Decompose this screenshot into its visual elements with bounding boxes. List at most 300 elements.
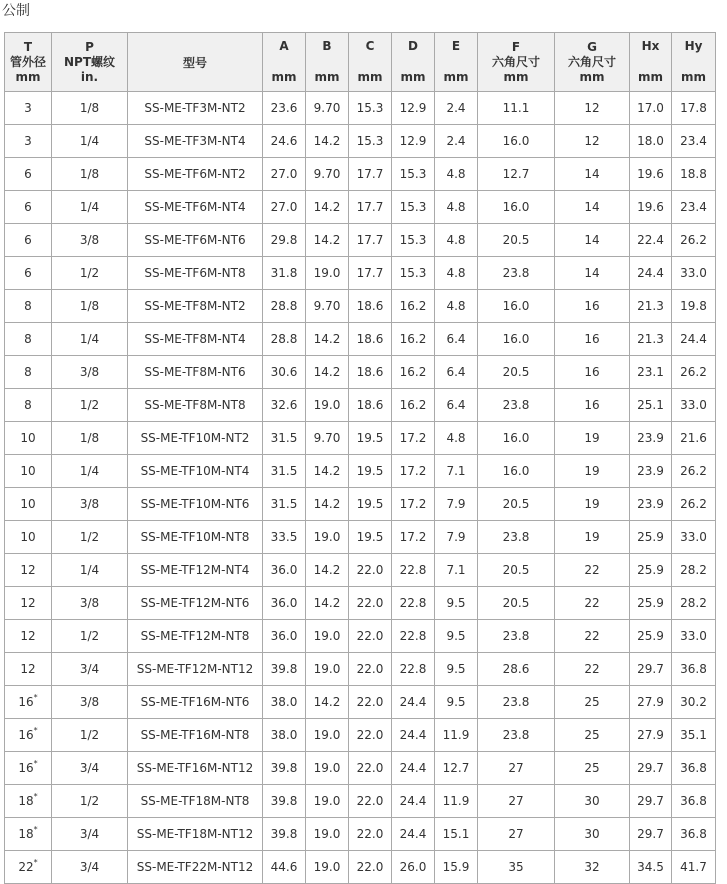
cell-t-value: 6 [24, 167, 32, 181]
cell-d [392, 620, 435, 653]
cell-b-value: 14.2 [313, 563, 341, 577]
cell-hx [630, 686, 672, 719]
cell-hx-value: 25.1 [637, 398, 664, 412]
cell-hy [672, 191, 716, 224]
cell-a-value: 31.5 [270, 497, 298, 511]
cell-p [52, 257, 128, 290]
cell-a-value: 28.8 [270, 332, 298, 346]
cell-model [128, 719, 263, 752]
cell-e-value: 11.9 [442, 794, 470, 808]
cell-e-value: 11.9 [442, 728, 470, 742]
dimensions-table [4, 32, 716, 884]
cell-hy-value: 24.4 [680, 332, 707, 346]
table-row [5, 92, 716, 125]
cell-a [263, 191, 306, 224]
cell-t-value: 6 [24, 233, 32, 247]
cell-d-value: 15.3 [399, 233, 427, 247]
cell-b [306, 653, 349, 686]
cell-b-value: 14.2 [313, 332, 341, 346]
cell-t [5, 323, 52, 356]
cell-model-value: SS-ME-TF22M-NT12 [136, 860, 254, 874]
cell-e-value: 6.4 [446, 365, 466, 379]
cell-model [128, 818, 263, 851]
cell-a [263, 257, 306, 290]
cell-hx-value: 21.3 [637, 299, 664, 313]
cell-g [555, 290, 630, 323]
cell-g [555, 323, 630, 356]
cell-hy [672, 92, 716, 125]
cell-f-value: 23.8 [502, 530, 530, 544]
cell-t-value: 10 [20, 497, 36, 511]
cell-b-value: 14.2 [313, 134, 341, 148]
cell-f-value: 27 [508, 761, 524, 775]
cell-hy-value: 35.1 [680, 728, 707, 742]
cell-p-value: 1/8 [79, 101, 100, 115]
cell-t-value: 18 [18, 794, 34, 808]
cell-hx-value: 25.9 [637, 563, 664, 577]
cell-hy-value: 30.2 [680, 695, 707, 709]
footnote-asterisk: * [33, 759, 38, 768]
cell-d-value: 12.9 [399, 134, 427, 148]
cell-hy-value: 18.8 [680, 167, 707, 181]
cell-a-value: 30.6 [270, 365, 298, 379]
cell-g-value: 22 [584, 596, 600, 610]
cell-g-value: 19 [584, 497, 600, 511]
cell-f [478, 620, 555, 653]
cell-f-value: 28.6 [502, 662, 530, 676]
cell-d [392, 752, 435, 785]
cell-hx [630, 719, 672, 752]
table-caption: 公制 [2, 3, 30, 19]
cell-p-value: 3/8 [79, 695, 100, 709]
cell-hx-value: 24.4 [637, 266, 664, 280]
cell-b-value: 14.2 [313, 596, 341, 610]
cell-c [349, 257, 392, 290]
cell-g-value: 16 [584, 398, 600, 412]
cell-e-value: 2.4 [446, 101, 466, 115]
cell-d-value: 22.8 [399, 662, 427, 676]
cell-b-value: 19.0 [313, 398, 341, 412]
cell-e-value: 2.4 [446, 134, 466, 148]
cell-c-value: 19.5 [356, 464, 384, 478]
cell-f-value: 16.0 [502, 332, 530, 346]
cell-c [349, 323, 392, 356]
table-row [5, 554, 716, 587]
cell-g-value: 19 [584, 530, 600, 544]
cell-t [5, 455, 52, 488]
cell-hy-value: 28.2 [680, 596, 707, 610]
cell-p-value: 3/8 [79, 365, 100, 379]
cell-f [478, 290, 555, 323]
cell-t-value: 3 [24, 101, 32, 115]
cell-d [392, 455, 435, 488]
cell-t-value: 10 [20, 530, 36, 544]
cell-hx [630, 422, 672, 455]
cell-hy-value: 33.0 [680, 266, 707, 280]
cell-a-value: 32.6 [270, 398, 298, 412]
cell-b [306, 257, 349, 290]
cell-b-value: 19.0 [313, 530, 341, 544]
cell-f-value: 16.0 [502, 299, 530, 313]
cell-g [555, 752, 630, 785]
cell-g-value: 25 [584, 695, 600, 709]
cell-a [263, 389, 306, 422]
cell-b [306, 158, 349, 191]
cell-b [306, 224, 349, 257]
cell-d [392, 290, 435, 323]
cell-model [128, 587, 263, 620]
cell-e-value: 9.5 [446, 596, 466, 610]
cell-hx [630, 785, 672, 818]
cell-e [435, 389, 478, 422]
cell-hy [672, 224, 716, 257]
cell-b-value: 14.2 [313, 365, 341, 379]
cell-t-value: 12 [20, 563, 36, 577]
cell-c-value: 19.5 [356, 497, 384, 511]
cell-t [5, 290, 52, 323]
cell-g [555, 488, 630, 521]
cell-a-value: 36.0 [270, 629, 298, 643]
cell-d-value: 17.2 [399, 464, 427, 478]
footnote-asterisk: * [33, 792, 38, 801]
cell-t-value: 8 [24, 398, 32, 412]
cell-c [349, 554, 392, 587]
cell-hx [630, 488, 672, 521]
cell-t-value: 10 [20, 431, 36, 445]
cell-b-value: 19.0 [313, 761, 341, 775]
cell-p-value: 3/8 [79, 497, 100, 511]
cell-e-value: 4.8 [446, 233, 466, 247]
cell-e [435, 356, 478, 389]
cell-model-value: SS-ME-TF6M-NT2 [144, 167, 246, 181]
cell-t [5, 389, 52, 422]
cell-g-value: 14 [584, 266, 600, 280]
cell-model-value: SS-ME-TF6M-NT4 [144, 200, 246, 214]
cell-f-value: 20.5 [502, 563, 530, 577]
cell-f-value: 23.8 [502, 398, 530, 412]
cell-hx [630, 257, 672, 290]
cell-f [478, 785, 555, 818]
cell-hy-value: 26.2 [680, 233, 707, 247]
cell-d [392, 587, 435, 620]
cell-c [349, 653, 392, 686]
cell-e [435, 323, 478, 356]
cell-e [435, 455, 478, 488]
cell-b-value: 19.0 [313, 827, 341, 841]
cell-b [306, 521, 349, 554]
cell-model [128, 521, 263, 554]
cell-f-value: 20.5 [502, 233, 530, 247]
table-row [5, 455, 716, 488]
cell-a [263, 224, 306, 257]
header-c: C mm [349, 33, 392, 92]
cell-hy-value: 36.8 [680, 662, 707, 676]
cell-hx [630, 521, 672, 554]
cell-p [52, 653, 128, 686]
cell-d [392, 488, 435, 521]
cell-b-value: 9.70 [313, 101, 341, 115]
cell-b [306, 488, 349, 521]
cell-p-value: 1/2 [79, 794, 100, 808]
cell-f [478, 323, 555, 356]
cell-model [128, 92, 263, 125]
cell-a-value: 28.8 [270, 299, 298, 313]
cell-c-value: 22.0 [356, 563, 384, 577]
cell-model [128, 389, 263, 422]
cell-model [128, 653, 263, 686]
cell-f-value: 20.5 [502, 497, 530, 511]
cell-e-value: 7.1 [446, 464, 466, 478]
cell-e [435, 92, 478, 125]
cell-a [263, 356, 306, 389]
cell-e-value: 9.5 [446, 629, 466, 643]
cell-e [435, 422, 478, 455]
cell-t [5, 785, 52, 818]
cell-c [349, 851, 392, 884]
cell-hx [630, 389, 672, 422]
cell-b [306, 686, 349, 719]
cell-f [478, 719, 555, 752]
cell-d-value: 24.4 [399, 827, 427, 841]
cell-a [263, 521, 306, 554]
cell-d-value: 16.2 [399, 332, 427, 346]
cell-hy-value: 36.8 [680, 794, 707, 808]
table-row [5, 323, 716, 356]
cell-b [306, 818, 349, 851]
cell-f-value: 23.8 [502, 695, 530, 709]
cell-hy [672, 785, 716, 818]
cell-hy-value: 28.2 [680, 563, 707, 577]
cell-b [306, 323, 349, 356]
cell-a [263, 587, 306, 620]
cell-model-value: SS-ME-TF12M-NT6 [140, 596, 250, 610]
cell-hy [672, 554, 716, 587]
cell-d-value: 24.4 [399, 728, 427, 742]
cell-c [349, 455, 392, 488]
cell-b [306, 125, 349, 158]
cell-c [349, 686, 392, 719]
cell-c [349, 92, 392, 125]
cell-model-value: SS-ME-TF6M-NT6 [144, 233, 246, 247]
cell-b [306, 92, 349, 125]
cell-c-value: 22.0 [356, 728, 384, 742]
cell-c [349, 389, 392, 422]
cell-e [435, 686, 478, 719]
cell-hx-value: 29.7 [637, 794, 664, 808]
cell-a-value: 39.8 [270, 662, 298, 676]
cell-p [52, 158, 128, 191]
cell-d [392, 653, 435, 686]
table-row [5, 257, 716, 290]
footnote-asterisk: * [33, 726, 38, 735]
cell-p-value: 1/8 [79, 167, 100, 181]
table-row [5, 521, 716, 554]
table-row [5, 158, 716, 191]
cell-b-value: 14.2 [313, 200, 341, 214]
header-g: G 六角尺寸 mm [555, 33, 630, 92]
cell-model-value: SS-ME-TF10M-NT8 [140, 530, 250, 544]
table-row [5, 653, 716, 686]
cell-a-value: 38.0 [270, 695, 298, 709]
cell-c [349, 356, 392, 389]
cell-hx [630, 851, 672, 884]
cell-f [478, 851, 555, 884]
cell-b-value: 14.2 [313, 695, 341, 709]
cell-g [555, 422, 630, 455]
cell-hx [630, 455, 672, 488]
cell-hx [630, 191, 672, 224]
cell-a [263, 686, 306, 719]
cell-e [435, 818, 478, 851]
cell-f [478, 488, 555, 521]
cell-a [263, 323, 306, 356]
header-f: F 六角尺寸 mm [478, 33, 555, 92]
cell-p [52, 356, 128, 389]
cell-f [478, 818, 555, 851]
cell-model-value: SS-ME-TF3M-NT2 [144, 101, 246, 115]
cell-b [306, 191, 349, 224]
cell-b [306, 620, 349, 653]
cell-b-value: 14.2 [313, 464, 341, 478]
cell-g [555, 92, 630, 125]
cell-e-value: 9.5 [446, 695, 466, 709]
cell-hx-value: 29.7 [637, 761, 664, 775]
cell-hx [630, 224, 672, 257]
cell-hx [630, 587, 672, 620]
cell-model [128, 191, 263, 224]
cell-g [555, 587, 630, 620]
cell-c-value: 22.0 [356, 761, 384, 775]
cell-hx [630, 125, 672, 158]
cell-g [555, 224, 630, 257]
cell-g-value: 25 [584, 761, 600, 775]
cell-p [52, 620, 128, 653]
cell-e-value: 7.1 [446, 563, 466, 577]
cell-d [392, 191, 435, 224]
cell-g-value: 14 [584, 233, 600, 247]
cell-c-value: 17.7 [356, 167, 384, 181]
cell-t [5, 488, 52, 521]
footnote-asterisk: * [33, 858, 38, 867]
cell-model [128, 851, 263, 884]
table-row [5, 851, 716, 884]
cell-p-value: 3/4 [79, 827, 100, 841]
table-body [5, 92, 716, 884]
table-row [5, 587, 716, 620]
cell-g [555, 389, 630, 422]
cell-hy [672, 653, 716, 686]
cell-hy-value: 23.4 [680, 200, 707, 214]
cell-t-value: 12 [20, 596, 36, 610]
cell-e-value: 6.4 [446, 332, 466, 346]
cell-b [306, 719, 349, 752]
cell-d [392, 224, 435, 257]
header-hx: Hx mm [630, 33, 672, 92]
cell-g-value: 14 [584, 167, 600, 181]
cell-hx [630, 158, 672, 191]
cell-d [392, 125, 435, 158]
cell-hy [672, 851, 716, 884]
cell-f-value: 11.1 [502, 101, 530, 115]
cell-c-value: 22.0 [356, 794, 384, 808]
cell-c-value: 22.0 [356, 860, 384, 874]
cell-b-value: 19.0 [313, 860, 341, 874]
cell-b-value: 19.0 [313, 662, 341, 676]
cell-model-value: SS-ME-TF10M-NT6 [140, 497, 250, 511]
cell-d-value: 22.8 [399, 563, 427, 577]
cell-p [52, 554, 128, 587]
table-row [5, 488, 716, 521]
cell-b [306, 389, 349, 422]
cell-e [435, 851, 478, 884]
cell-t [5, 686, 52, 719]
cell-b [306, 587, 349, 620]
cell-a [263, 455, 306, 488]
cell-hx-value: 23.9 [637, 497, 664, 511]
cell-hy [672, 422, 716, 455]
cell-hy [672, 587, 716, 620]
cell-a [263, 422, 306, 455]
cell-model [128, 785, 263, 818]
cell-c [349, 521, 392, 554]
cell-e [435, 620, 478, 653]
cell-c [349, 620, 392, 653]
cell-t [5, 356, 52, 389]
cell-c [349, 587, 392, 620]
cell-hy [672, 752, 716, 785]
cell-model [128, 620, 263, 653]
cell-c [349, 785, 392, 818]
cell-t [5, 653, 52, 686]
cell-d [392, 851, 435, 884]
cell-e [435, 125, 478, 158]
cell-d-value: 12.9 [399, 101, 427, 115]
cell-g-value: 30 [584, 827, 600, 841]
cell-p [52, 851, 128, 884]
cell-hy-value: 26.2 [680, 497, 707, 511]
cell-e-value: 7.9 [446, 530, 466, 544]
cell-e-value: 6.4 [446, 398, 466, 412]
cell-f-value: 27 [508, 827, 524, 841]
cell-p [52, 719, 128, 752]
cell-p-value: 1/2 [79, 530, 100, 544]
cell-c [349, 158, 392, 191]
cell-c [349, 224, 392, 257]
header-model: 型号 [128, 33, 263, 92]
cell-p-value: 1/2 [79, 728, 100, 742]
cell-e-value: 4.8 [446, 167, 466, 181]
cell-f [478, 587, 555, 620]
cell-t [5, 719, 52, 752]
header-d: D mm [392, 33, 435, 92]
cell-g-value: 22 [584, 563, 600, 577]
cell-hy [672, 356, 716, 389]
cell-a-value: 39.8 [270, 761, 298, 775]
cell-d [392, 554, 435, 587]
cell-a [263, 125, 306, 158]
cell-c [349, 191, 392, 224]
cell-e [435, 719, 478, 752]
cell-d [392, 389, 435, 422]
cell-f-value: 12.7 [502, 167, 530, 181]
cell-e [435, 785, 478, 818]
table-row [5, 191, 716, 224]
cell-g-value: 16 [584, 299, 600, 313]
cell-p-value: 1/4 [79, 332, 100, 346]
cell-g [555, 818, 630, 851]
cell-e [435, 158, 478, 191]
cell-e-value: 9.5 [446, 662, 466, 676]
